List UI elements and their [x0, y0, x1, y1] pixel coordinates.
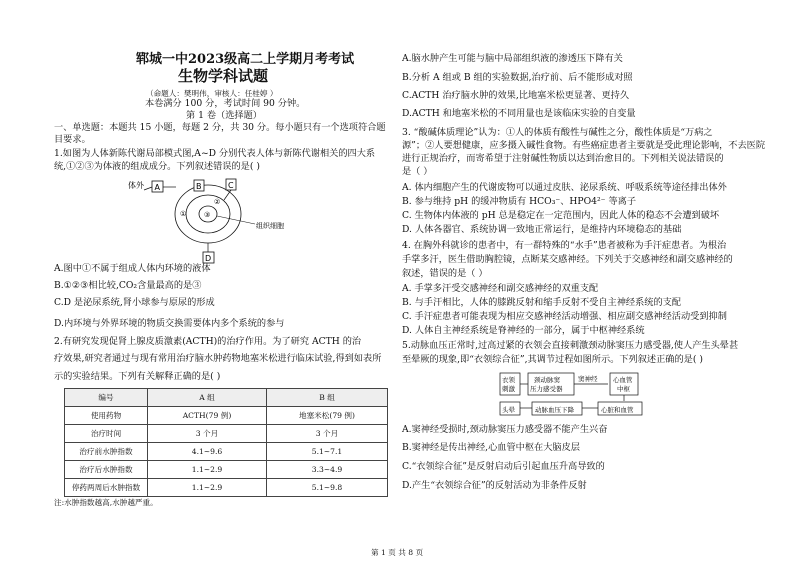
- q3-option-b: B. 参与维持 pH 的缓冲物质有 HCO₃⁻、HPO4²⁻ 等离子: [402, 196, 637, 207]
- q5-arrow-nerve-label: 窦神经: [578, 375, 598, 383]
- q1-label-a: A: [154, 183, 160, 192]
- section-instructions-line1: 一、单选题：本题共 15 小题，每题 2 分，共 30 分。每小题只有一个选项符合题: [54, 122, 386, 133]
- table-cell: 3 个月: [267, 425, 388, 443]
- table-cell: 治疗前水肿指数: [65, 443, 148, 461]
- q2-table-note: 注:水肿指数越高,水肿越严重。: [54, 498, 158, 507]
- q4-stem-line1: 4. 在胸外科就诊的患者中，有一群特殊的“水手”患者被称为手汗症患者。为根治: [402, 240, 727, 251]
- q4-option-c: C. 手汗症患者可能表现为相应交感神经活动增强、相应副交感神经活动受到抑制: [402, 311, 727, 322]
- table-row: [65, 461, 388, 479]
- q4-stem-line3: 叙述，错误的是（ ）: [402, 268, 488, 279]
- table-cell: 5.1~9.8: [267, 479, 388, 497]
- table-cell: 使用药物: [65, 407, 148, 425]
- q3-option-d: D. 人体各器官、系统协调一致地正常运行，是维持内环境稳态的基础: [402, 224, 682, 235]
- q1-label-b: B: [196, 182, 202, 191]
- q2-stem-line1: 2.有研究发现促肾上腺皮质激素(ACTH)的治疗作用。为了研究 ACTH 的治: [54, 336, 362, 347]
- q1-body-system-diagram: [120, 176, 300, 266]
- table-cell: 3 个月: [148, 425, 267, 443]
- q2-option-d: D.ACTH 和地塞米松的不同用量也是该临床实验的自变量: [402, 108, 636, 119]
- q5-box-collar-l1: 衣领: [502, 376, 515, 384]
- q3-option-c: C. 生物体内体液的 pH 总是稳定在一定范围内，因此人体的稳态不会遭到破坏: [402, 210, 720, 221]
- q5-box-head-label: 头晕: [502, 406, 515, 414]
- table-row: [65, 425, 388, 443]
- header-part: 第 1 卷（选择题）: [186, 110, 262, 121]
- q2-stem-line3: 示的实验结果。下列有关解释正确的是( ): [54, 371, 221, 382]
- q1-option-a: A.图中①不属于组成人体内环境的液体: [54, 263, 211, 274]
- table-header-cell: 编号: [65, 389, 148, 407]
- table-cell: 1.1~2.9: [148, 461, 267, 479]
- table-cell: 治疗时间: [65, 425, 148, 443]
- q1-tissue-label: 组织细胞: [256, 222, 284, 230]
- q3-stem-line1: 3. “酸碱体质理论”认为：①人的体质有酸性与碱性之分，酸性体质是“万病之: [402, 127, 713, 138]
- q5-stem-line1: 5.动脉血压正常时,过高过紧的衣领会直接刺激颈动脉窦压力感受器,使人产生头晕甚: [402, 340, 739, 351]
- table-header-row: [65, 389, 388, 407]
- q2-option-c: C.ACTH 治疗脑水肿的效果,比地塞米松更显著、更持久: [402, 90, 630, 101]
- q5-box-collar-l2: 刺激: [502, 385, 515, 393]
- q1-label-1: ①: [180, 210, 187, 218]
- table-cell: 地塞米松(79 例): [267, 407, 388, 425]
- q1-outside-label: 体外: [128, 181, 144, 190]
- q1-option-c: C.D 是泌尿系统,肾小球参与原尿的形成: [54, 297, 215, 308]
- table-row: [65, 443, 388, 461]
- table-header-cell: A 组: [148, 389, 267, 407]
- q3-stem-line2: 源”；②人要想健康，应多摄入碱性食物。有些癌症患者主要就是受此理论影响，不去医院: [402, 140, 766, 151]
- q2-results-table: [64, 388, 388, 497]
- q3-stem-line3: 进行正规治疗，而寄希望于注射碱性物质以达到治愈目的。下列相关说法错误的: [402, 153, 724, 164]
- q5-box-bp-label: 动脉血压下降: [535, 406, 574, 414]
- header-score-time: 本卷满分 100 分，考试时间 90 分钟。: [145, 98, 306, 109]
- q1-label-3: ③: [204, 211, 211, 219]
- q1-stem-line2: 统,①②③为体液的组成成分。下列叙述错误的是( ): [54, 161, 260, 172]
- q5-option-b: B.窦神经是传出神经,心血管中枢在大脑皮层: [402, 442, 580, 453]
- q5-box-center-l2: 中枢: [617, 385, 630, 393]
- q1-stem-line1: 1.如图为人体新陈代谢局部模式图,A~D 分别代表人体与新陈代谢相关的四大系: [54, 148, 376, 159]
- table-cell: ACTH(79 例): [148, 407, 267, 425]
- q4-option-b: B. 与手汗相比，人体的膝跳反射和缩手反射不受自主神经系统的支配: [402, 297, 682, 308]
- q4-option-a: A. 手掌多汗受交感神经和副交感神经的双重支配: [402, 283, 599, 294]
- q1-label-2: ②: [214, 198, 221, 206]
- table-cell: 4.1~9.6: [148, 443, 267, 461]
- q1-option-b: B.①②③相比较,CO₂含量最高的是③: [54, 280, 202, 291]
- q1-label-d: D: [205, 254, 212, 263]
- q5-box-sensor-l1: 颈动脉窦: [534, 376, 560, 384]
- q4-option-d: D. 人体自主神经系统是脊神经的一部分，属于中枢神经系统: [402, 325, 645, 336]
- q5-box-heart-label: 心脏和血管: [601, 406, 634, 414]
- q5-reflex-flow-diagram: [498, 370, 668, 420]
- q5-box-sensor-l2: 压力感受器: [530, 385, 563, 393]
- q5-stem-line2: 至晕厥的现象,即“衣领综合征”,其调节过程如图所示。下列叙述正确的是( ): [402, 354, 703, 365]
- q2-stem-line2: 疗效果,研究者通过与现有常用治疗脑水肿药物地塞米松进行临床试验,得到如表所: [54, 353, 382, 364]
- q5-option-a: A.窦神经受损时,颈动脉窦压力感受器不能产生兴奋: [402, 424, 608, 435]
- q1-label-c: C: [228, 181, 234, 190]
- q5-box-center-l1: 心血管: [613, 376, 633, 384]
- q2-option-a: A.脑水肿产生可能与脑中局部组织液的渗透压下降有关: [402, 53, 623, 64]
- header-subject-title: 生物学科试题: [178, 67, 269, 85]
- q5-option-c: C.“衣领综合征”是反射启动后引起血压升高导致的: [402, 461, 605, 472]
- table-cell: 3.3~4.9: [267, 461, 388, 479]
- table-row: [65, 479, 388, 497]
- page-number: 第 1 页 共 8 页: [370, 548, 424, 557]
- table-cell: 治疗后水肿指数: [65, 461, 148, 479]
- header-school-title: 郓城一中2023级高二上学期月考考试: [136, 52, 355, 67]
- table-row: [65, 407, 388, 425]
- q3-stem-line4: 是（ ）: [402, 166, 433, 177]
- q1-option-d: D.内环境与外界环境的物质交换需要体内多个系统的参与: [54, 318, 285, 329]
- table-cell: 5.1~7.1: [267, 443, 388, 461]
- table-cell: 停药两周后水肿指数: [65, 479, 148, 497]
- table-header-cell: B 组: [267, 389, 388, 407]
- table-cell: 1.1~2.9: [148, 479, 267, 497]
- q3-option-a: A. 体内细胞产生的代谢废物可以通过皮肤、泌尿系统、呼吸系统等途径排出体外: [402, 182, 727, 193]
- q4-stem-line2: 手掌多汗，医生借助胸腔镜，点断某交感神经。下列关于交感神经和副交感神经的: [402, 254, 733, 265]
- q5-option-d: D.产生“衣领综合征”的反射活动为非条件反射: [402, 480, 587, 491]
- section-instructions-line2: 目要求。: [54, 134, 91, 145]
- header-authors: （命题人：樊明伟，审核人：任桂婷 ）: [146, 89, 278, 98]
- q2-option-b: B.分析 A 组或 B 组的实验数据,治疗前、后不能形成对照: [402, 72, 633, 83]
